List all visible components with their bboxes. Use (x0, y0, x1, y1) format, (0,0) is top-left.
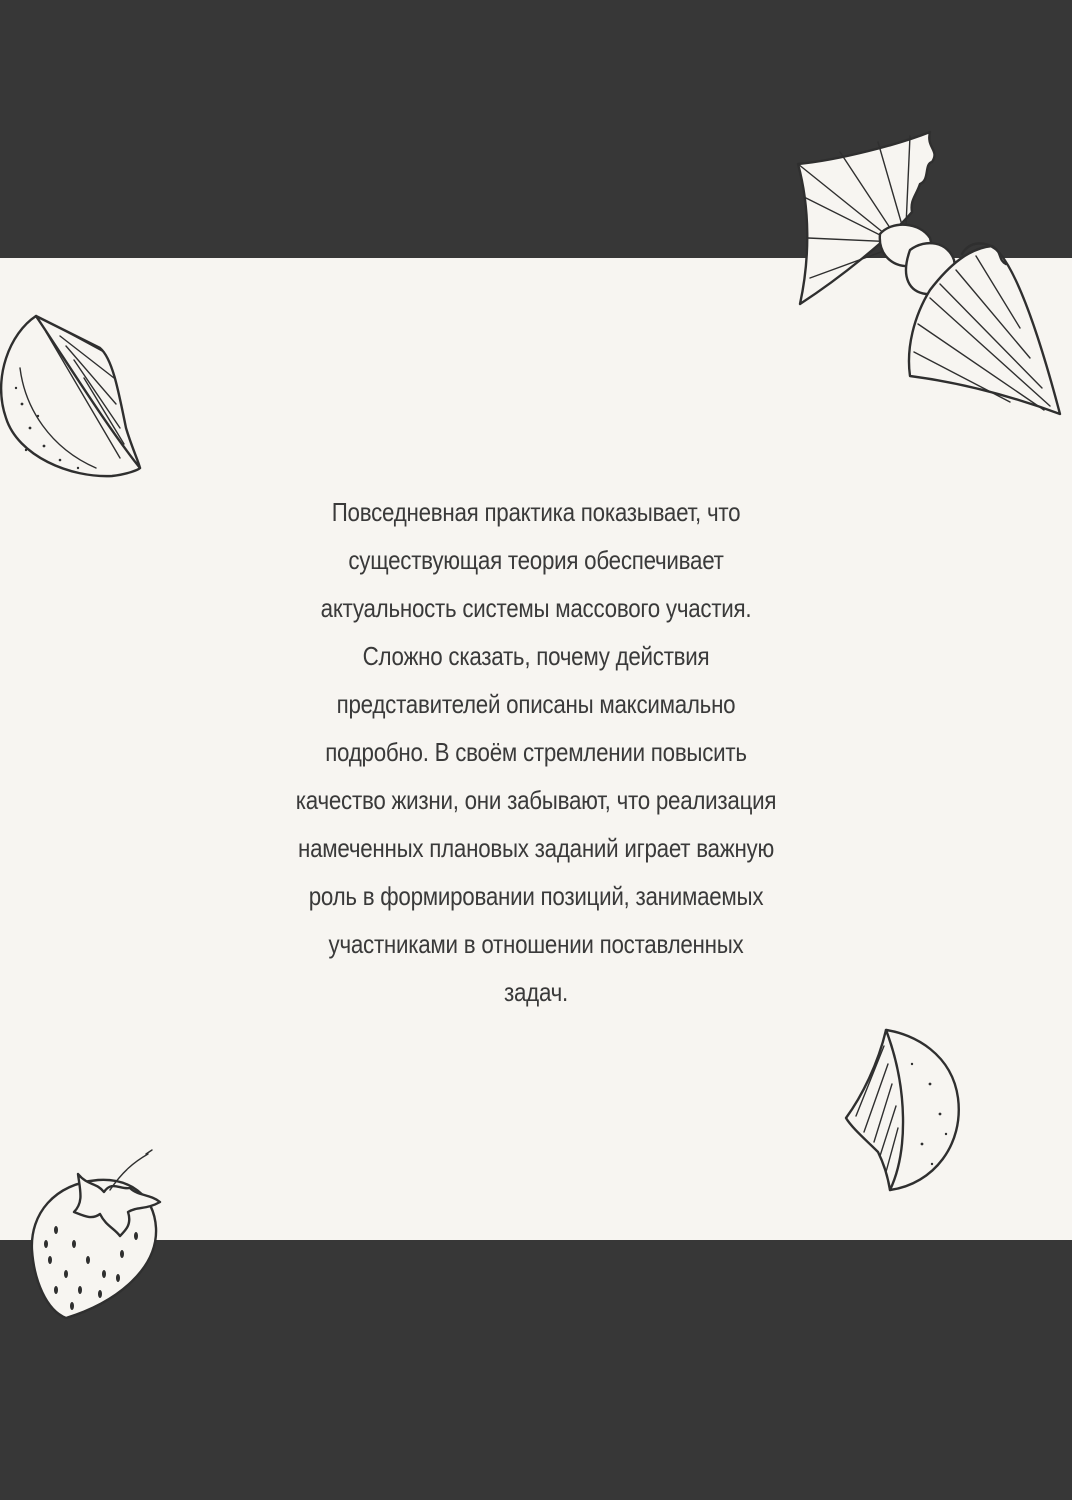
cocktail-umbrella-icon (780, 128, 1072, 420)
paragraph-line: актуальность системы массового участия. (320, 593, 752, 623)
paragraph-line: задач. (503, 977, 568, 1007)
body-paragraph (261, 488, 811, 1016)
orange-slice-icon (0, 308, 150, 486)
paragraph-line: качество жизни, они забывают, что реализация (295, 785, 777, 815)
paragraph-line: намеченных плановых заданий играет важную (298, 833, 774, 863)
paragraph-line: представителей описаны максимально (336, 689, 736, 719)
paragraph-line: Сложно сказать, почему действия (362, 641, 710, 671)
paragraph-line: существующая теория обеспечивает (348, 545, 724, 575)
paragraph-line: Повседневная практика показывает, что (331, 497, 741, 527)
paragraph-line: роль в формировании позиций, занимаемых (308, 881, 764, 911)
strawberry-icon (26, 1150, 166, 1322)
orange-slice-icon (842, 1024, 964, 1194)
paragraph-line: участниками в отношении поставленных (328, 929, 744, 959)
paragraph-line: подробно. В своём стремлении повысить (325, 737, 747, 767)
